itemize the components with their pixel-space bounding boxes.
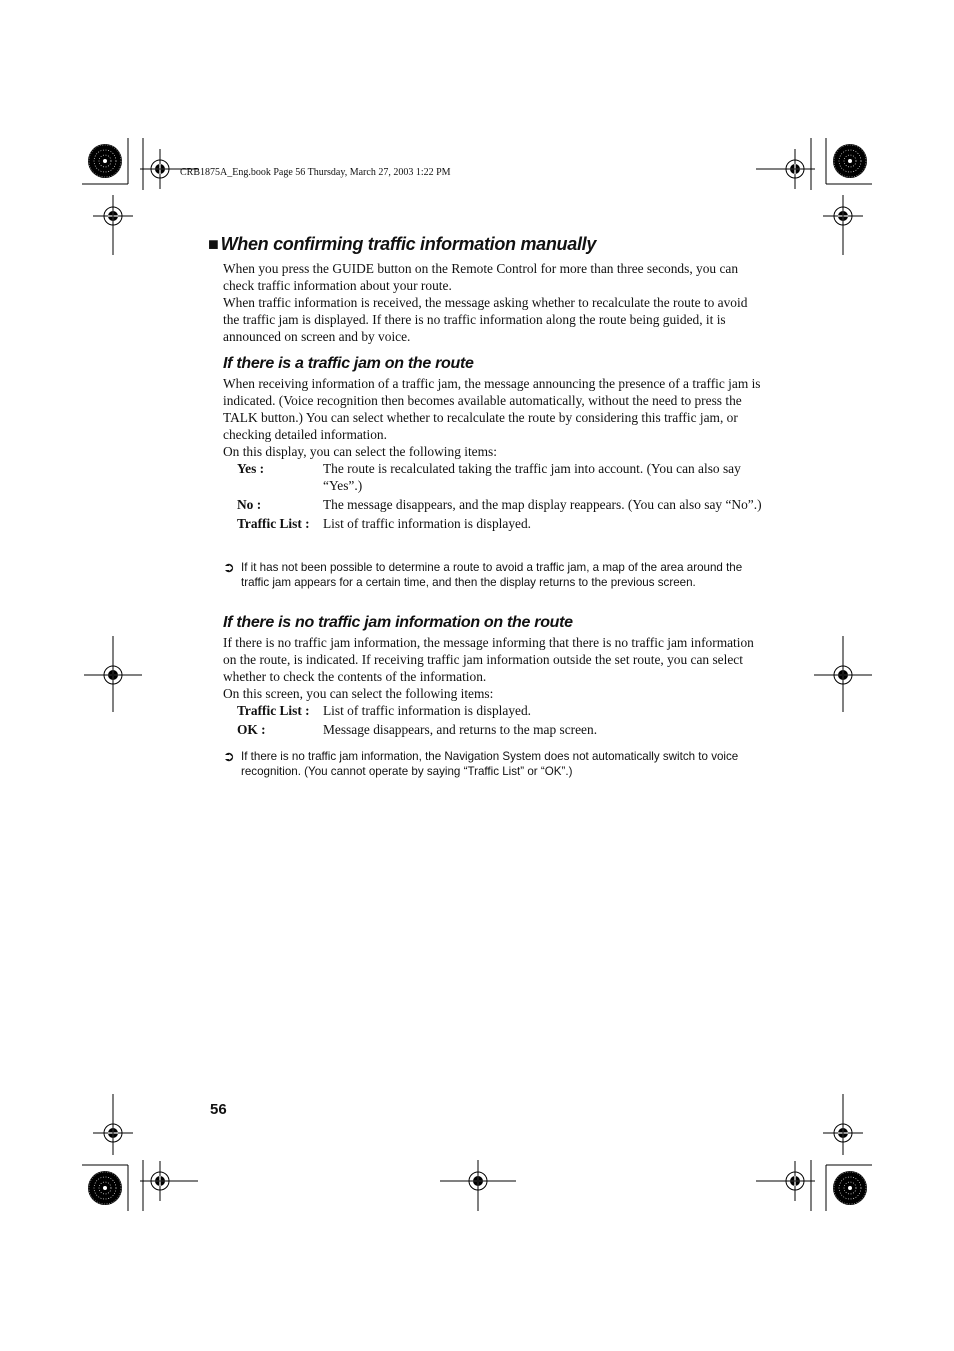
option-description: List of traffic information is displayed. — [323, 703, 532, 718]
jam-heading: If there is a traffic jam on the route — [223, 355, 474, 372]
paragraph: When traffic information is received, the message asking whether to recalculate the route to avoid the traffic jam is displayed. If there is no traffic information along the route being guided, it is announced on screen and by voice. — [223, 295, 748, 344]
option-description: List of traffic information is displayed. — [323, 516, 532, 531]
option-term: OK : — [237, 722, 266, 737]
section-title-text: When confirming traffic information manually — [220, 234, 597, 254]
list-item — [237, 721, 767, 738]
jam-options-list — [237, 460, 767, 534]
option-description: The route is recalculated taking the traffic jam into account. (You can also say “Yes”.) — [323, 461, 741, 493]
paragraph: When receiving information of a traffic jam, the message announcing the presence of a traffic jam is indicated. (Voice recognition then becomes available automatically, without the need to press the TALK button.) You can select whether to recalculate the route by considering this traffic jam, or checking detailed information. — [223, 376, 761, 442]
section-marker: ■ — [208, 234, 219, 254]
star-mark-bottom-left — [88, 1171, 122, 1205]
file-info-header: CRB1875A_Eng.book Page 56 Thursday, March 27, 2003 1:22 PM — [180, 167, 451, 178]
page-number: 56 — [210, 1101, 227, 1118]
option-description: Message disappears, and returns to the map screen. — [323, 722, 598, 737]
star-mark-bottom-right — [833, 1171, 867, 1205]
no-jam-note — [223, 749, 763, 779]
no-jam-heading: If there is no traffic jam information on the route — [223, 614, 573, 631]
note-arrow-icon: ➲ — [223, 559, 235, 575]
star-mark-top-left — [88, 144, 122, 178]
option-term: Yes : — [237, 461, 265, 476]
list-item — [237, 460, 767, 494]
option-term: Traffic List : — [237, 703, 310, 718]
note-text: If it has not been possible to determine a route to avoid a traffic jam, a map of the area around the traffic jam appears for a certain time, and then the display returns to the previous screen. — [241, 561, 743, 589]
option-description: The message disappears, and the map display reappears. (You can also say “No”.) — [323, 497, 762, 512]
no-jam-text — [223, 634, 763, 702]
paragraph: On this display, you can select the following items: — [223, 444, 497, 459]
option-term: Traffic List : — [237, 516, 310, 531]
option-term: No : — [237, 497, 262, 512]
note-text: If there is no traffic jam information, the Navigation System does not automatically switch to voice recognition. (You cannot operate by saying “Traffic List” or “OK”.) — [241, 750, 739, 778]
intro-text — [223, 260, 763, 345]
star-mark-top-right — [833, 144, 867, 178]
list-item — [237, 702, 767, 719]
list-item — [237, 515, 767, 532]
no-jam-options-list — [237, 702, 767, 740]
jam-text — [223, 375, 763, 460]
note-arrow-icon: ➲ — [223, 748, 235, 764]
section-title — [208, 234, 596, 255]
jam-note — [223, 560, 763, 590]
paragraph: If there is no traffic jam information, the message informing that there is no traffic jam information on the route, is indicated. If receiving traffic jam information outside the set route, you can select whether to check the contents of the information. — [223, 635, 754, 684]
paragraph: On this screen, you can select the following items: — [223, 686, 494, 701]
paragraph: When you press the GUIDE button on the Remote Control for more than three seconds, you can check traffic information about your route. — [223, 261, 739, 293]
list-item — [237, 496, 767, 513]
